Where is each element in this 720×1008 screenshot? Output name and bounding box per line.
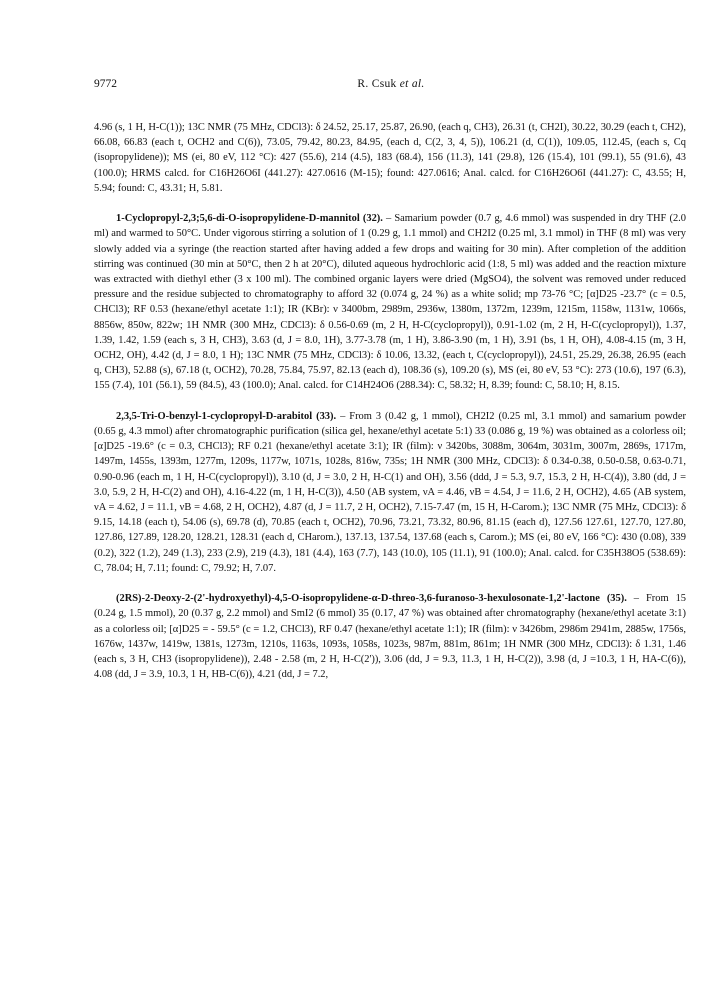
body-text (94, 120, 686, 698)
page-header (94, 78, 688, 96)
paragraph-text: – From 3 (0.42 g, 1 mmol), CH2I2 (0.25 ml, 3.1 mmol) and samarium powder (0.65 g, 4.3 mmol) after chromatographic purification (silica gel, hexane/ethyl acetate 5:1) 33 (0.086 g, 19 %) was obtained as a colorless oil; [α]D25 -19.6° (c = 0.3, CHCl3); RF 0.21 (hexane/ethyl acetate 3:1); IR (film): ν 3420bs, 3088m, 3064m, 3031m, 3007m, 2869s, 1717m, 1497m, 1455s, 1393m, 1277m, 1209s, 1177w, 1071s, 1028s, 816w, 735s; 1H NMR (300 MHz, CDCl3): δ 0.34-0.38, 0.50-0.58, 0.63-0.71, 0.90-0.96 (each m, 1 H, H-C(cyclopropyl)), 3.10 (d, J = 3.0, 2 H, H-C(1) and OH), 3.56 (ddd, J = 5.3, 9.7, 15.3, 2 H, H-C(4)), 3.80 (dd, J = 3.0, 5.9, 2 H, H-C(2) and OH), 4.16-4.22 (m, 1 H, H-C(3)), 4.50 (AB system, νA = 4.46, νB = 4.54, J = 11.6, 2 H, OCH2), 4.65 (AB system, νA = 4.62, J = 11.1, νB = 4.68, 2 H, OCH2), 4.87 (d, J = 11.7, 2 H, OCH2), 7.15-7.47 (m, 15 H, H-Carom.); 13C NMR (75 MHz, CDCl3): δ 9.15, 14.18 (each t), 54.06 (s), 69.78 (d), 70.85 (each t, OCH2), 70.96, 73.21, 73.32, 80.96, 81.15 (each d), 127.56 127.61, 127.70, 127.80, 127.86, 127.89, 128.20, 128.21, 128.31 (each d, CHarom.), 137.13, 137.54, 137.68 (each s, Carom.); MS (ei, 80 eV, 166 °C): 430 (0.08), 339 (0.2), 322 (1.2), 249 (1.3), 233 (2.9), 219 (4.3), 181 (4.4), 163 (7.7), 143 (10.0), 105 (11.1), 91 (100.0); Anal. calcd. for C35H38O5 (538.69): C, 78.04; H, 7.11; found: C, 79.92; H, 7.07. (94, 410, 687, 574)
paragraph-compound-32 (94, 211, 686, 393)
compound-title: 2,3,5-Tri-O-benzyl-1-cyclopropyl-D-arabitol (33). (116, 410, 337, 422)
running-head-suffix: et al. (399, 78, 425, 90)
paragraph-text: – Samarium powder (0.7 g, 4.6 mmol) was suspended in dry THF (2.0 ml) and warmed to 50°C. Under vigorous stirring a solution of 1 (0.29 g, 1.1 mmol) and CH2I2 (0.25 ml, 3.1 mmol) in THF (8 ml) was very slowly added via a syringe (the reaction started after having added a few drops and waiting for 30 min). After completion of the addition stirring was continued (30 min at 50°C, then 2 h at 20°C), diluted aqueous hydrochloric acid (1:8, 5 ml) was added and the reaction mixture was extracted with diethyl ether (3 x 100 ml). The combined organic layers were dried (MgSO4), the solvent was removed under reduced pressure and the residue subjected to chromatography to afford 32 (0.074 g, 24 %) as a white solid; mp 73-76 °C; [α]D25 -23.7° (c = 0.5, CHCl3); RF 0.53 (hexane/ethyl acetate 1:1); IR (KBr): ν 3400bm, 2989m, 2936w, 1380m, 1372m, 1239m, 1215m, 1158w, 1131w, 1066s, 8856w, 850w, 822w; 1H NMR (300 MHz, CDCl3): δ 0.56-0.69 (m, 2 H, H-C(cyclopropyl)), 0.91-1.02 (m, 2 H, H-C(cyclopropyl)), 1.37, 1.39, 1.42, 1.59 (each s, 3 H, CH3), 3.63 (d, J = 8.0, 1H), 3.77-3.78 (m, 1 H), 3.86-3.90 (m, 1 H), 3.91 (bs, 1 H, OH), 4.08-4.15 (m, 3 H, OCH2, OH), 4.42 (d, J = 8.0, 1 H); 13C NMR (75 MHz, CDCl3): δ 10.06, 13.32, (each t, C(cyclopropyl)), 24.51, 25.29, 26.38, 26.95 (each q, CH3), 52.88 (s), 67.18 (t, OCH2), 70.28, 75.84, 75.97, 82.13 (each d), 108.36 (s), 109.20 (s), MS (ei, 80 eV, 53 °C): 273 (10.6), 197 (6.3), 155 (7.4), 101 (56.1), 59 (84.5), 43 (100.0); Anal. calcd. for C14H24O6 (288.34): C, 58.32; H, 8.39; found: C, 58.10; H, 8.15. (94, 213, 686, 392)
compound-title: (2RS)-2-Deoxy-2-(2'-hydroxyethyl)-4,5-O-isopropylidene-α-D-threo-3,6-furanoso-3-hexulosonate-1,2'-lactone (35). (116, 593, 627, 605)
compound-title: 1-Cyclopropyl-2,3;5,6-di-O-isopropylidene-D-mannitol (32). (116, 213, 383, 225)
page-number: 9772 (94, 78, 117, 90)
running-head (94, 78, 688, 90)
running-head-authors: R. Csuk (357, 78, 397, 90)
paragraph-continuation (94, 120, 686, 196)
paragraph-text: 4.96 (s, 1 H, H-C(1)); 13C NMR (75 MHz, CDCl3): δ 24.52, 25.17, 25.87, 26.90, (each q, CH3), 26.31 (t, CH2I), 30.22, 30.29 (each t, CH2), 66.08, 66.83 (each t, OCH2 and C(6)), 73.05, 79.42, 80.23, 84.95, (each d, C(2, 3, 4, 5)), 106.21 (d, C(1)), 109.05, 112.45, (each s, Cq (isopropylidene)); MS (ei, 80 eV, 112 °C): 427 (55.6), 214 (4.5), 183 (68.4), 156 (11.3), 141 (29.8), 126 (15.4), 101 (99.1), 55 (91.6), 43 (100.0); HRMS calcd. for C16H26O6I (441.27): 427.0616 (M-15); found: 427.0616; Anal. calcd. for C16H26O6I (441.27): C, 43.55; H, 5.94; found: C, 43.31; H, 5.81. (94, 122, 686, 194)
paragraph-compound-33 (94, 409, 686, 576)
paragraph-text: – From 15 (0.24 g, 1.5 mmol), 20 (0.37 g, 2.2 mmol) and SmI2 (6 mmol) 35 (0.17, 47 %) was obtained after chromatography (hexane/ethyl acetate 3:1) as a colorless oil; [α]D25 = - 59.5° (c = 1.2, CHCl3), RF 0.47 (hexane/ethyl acetate 1:1); IR (film): ν 3426bm, 2986m 2941m, 2885w, 1756s, 1676w, 1437w, 1419w, 1381s, 1273m, 1210s, 1163s, 1093s, 1058s, 1023s, 987m, 881m, 861m; 1H NMR (300 MHz, CDCl3): δ 1.31, 1.46 (each s, 3 H, CH3 (isopropylidene)), 2.48 - 2.58 (m, 2 H, H-C(2')), 3.06 (dd, J = 9.3, 11.3, 1 H, H-C(2)), 3.98 (d, J =10.3, 1 H, HA-C(6)), 4.08 (dd, J = 3.9, 10.3, 1 H, HB-C(6)), 4.21 (dd, J = 7.2, (94, 593, 687, 681)
paragraph-compound-35 (94, 591, 686, 682)
